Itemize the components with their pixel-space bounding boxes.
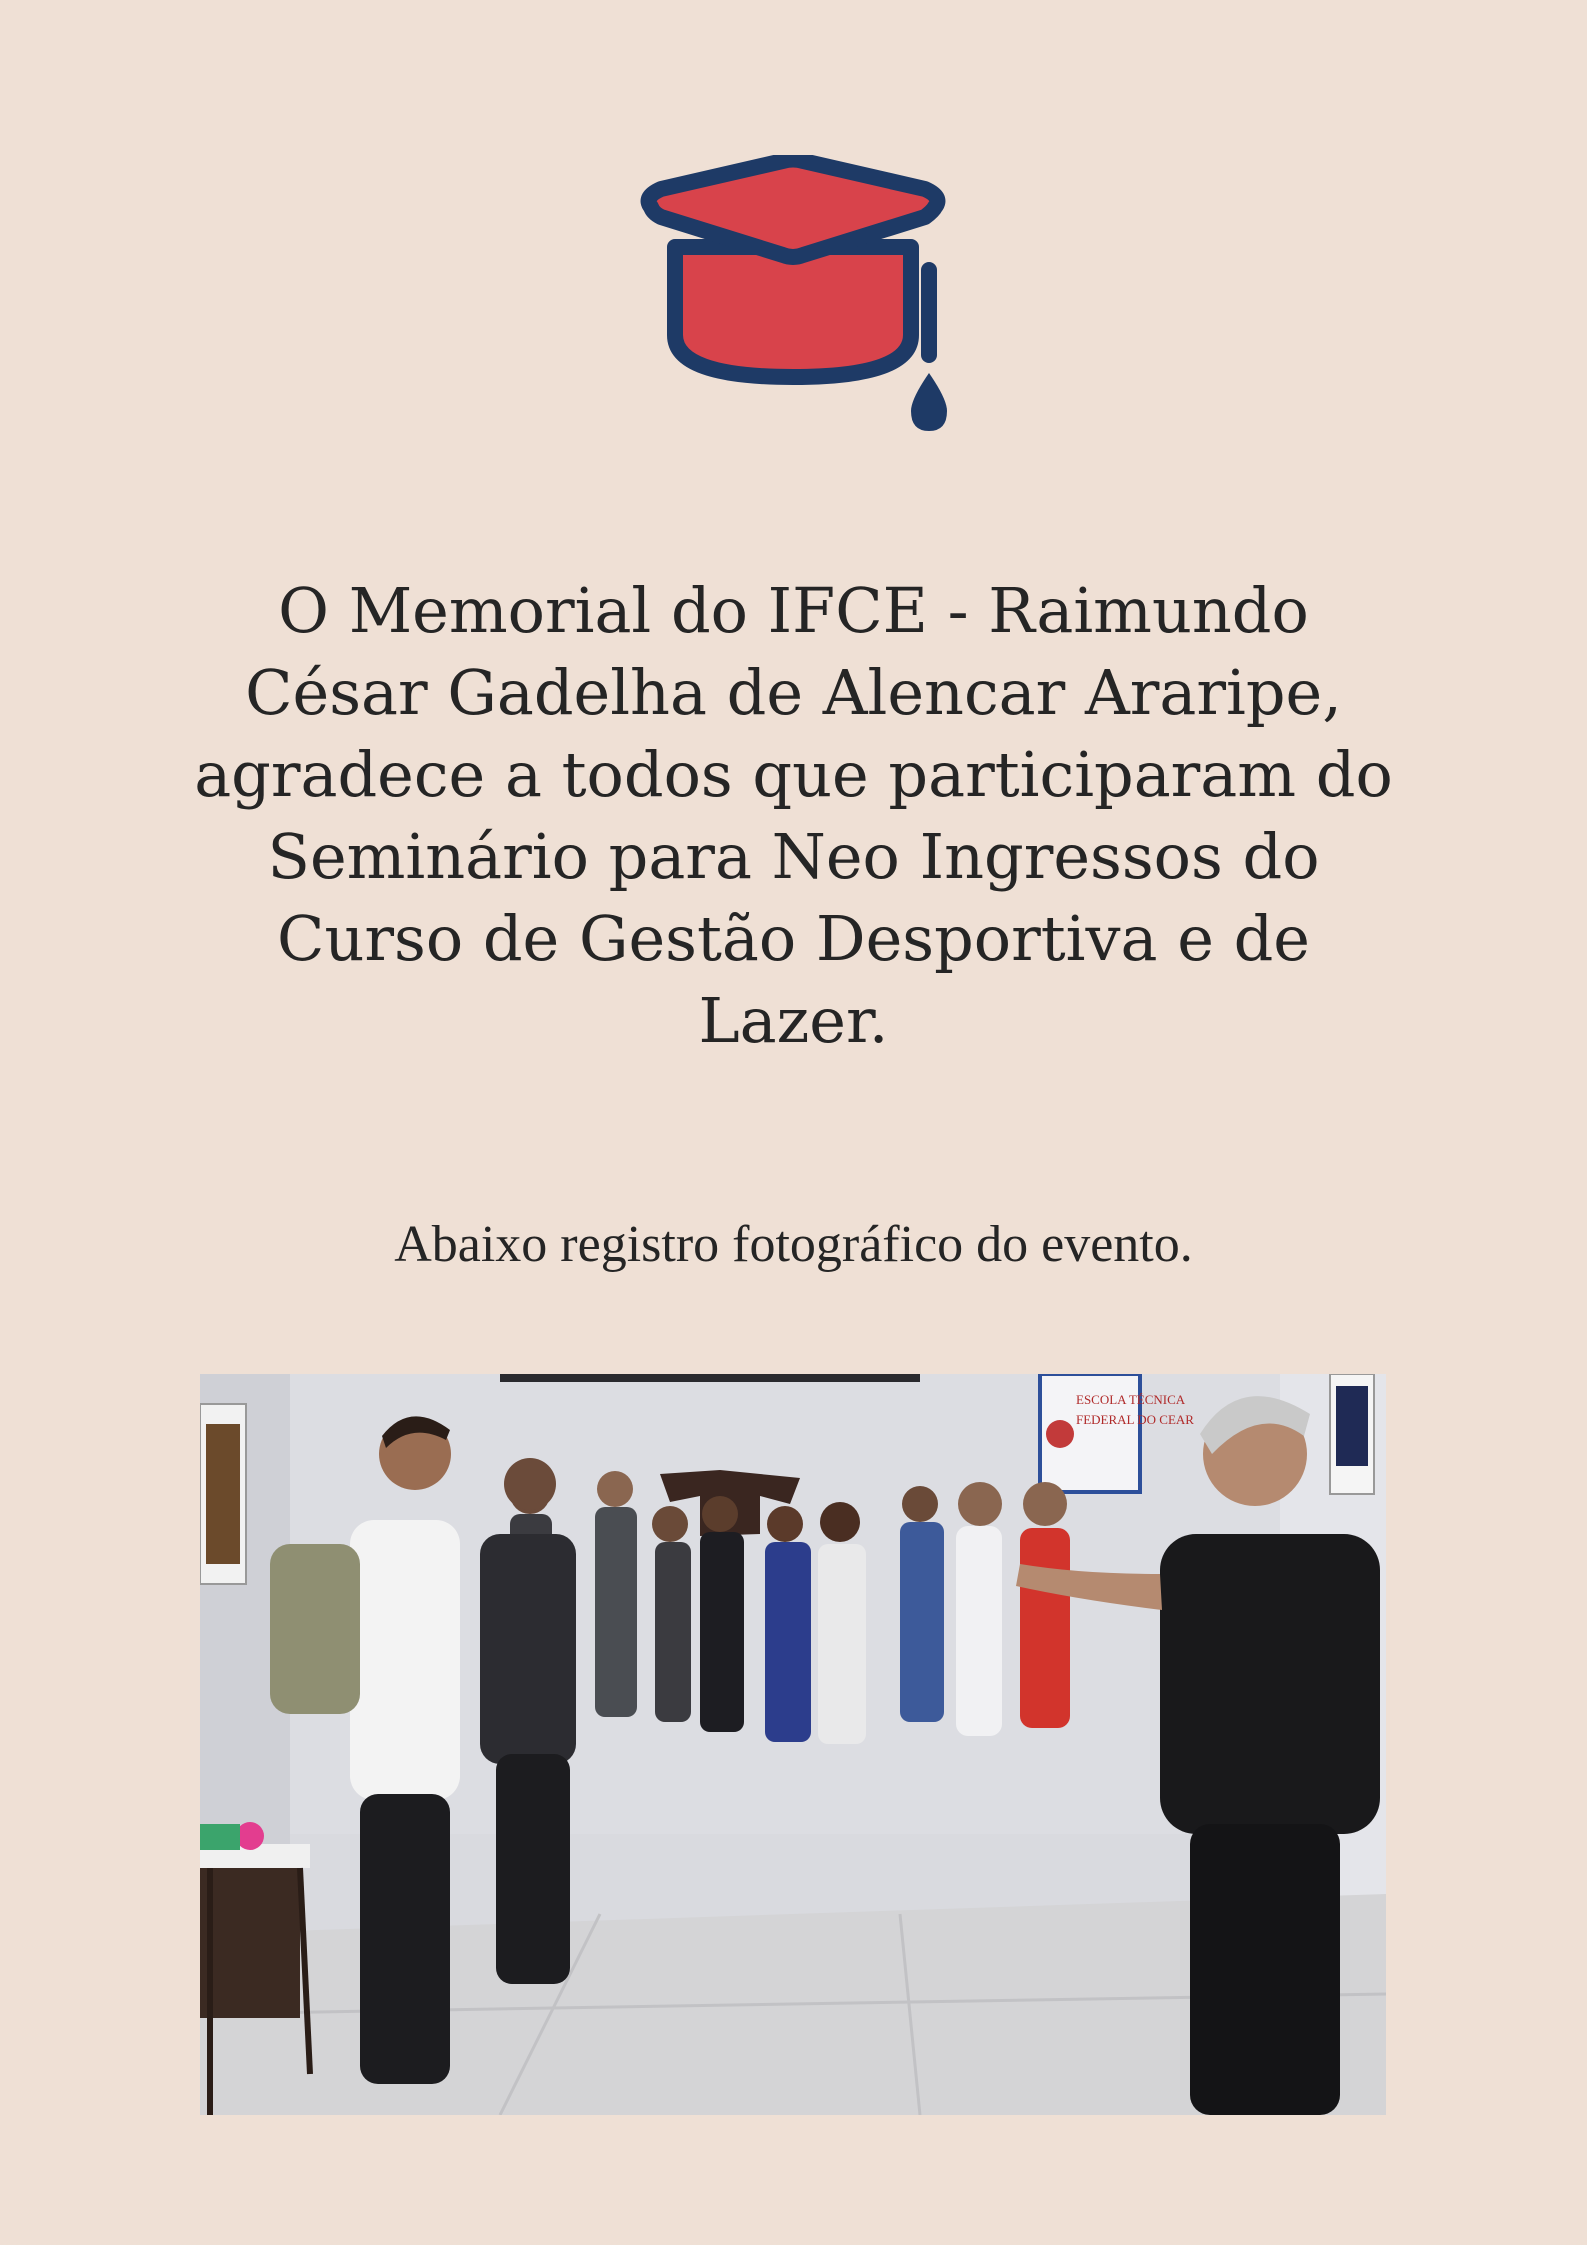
headline-text: O Memorial do IFCE - Raimundo César Gadelha de Alencar Araripe, agradece a todos que participaram do Seminário para Neo Ingressos do Curso de Gestão Desportiva e de Lazer. (194, 574, 1393, 1057)
banner-line-2: FEDERAL DO CEAR (1076, 1412, 1194, 1427)
banner-line-1: ESCOLA TÉCNICA (1076, 1392, 1186, 1407)
event-photo (200, 1374, 1386, 2115)
photo-caption: Abaixo registro fotográfico do evento. (394, 1216, 1193, 1273)
graduation-cap-icon (633, 155, 953, 435)
